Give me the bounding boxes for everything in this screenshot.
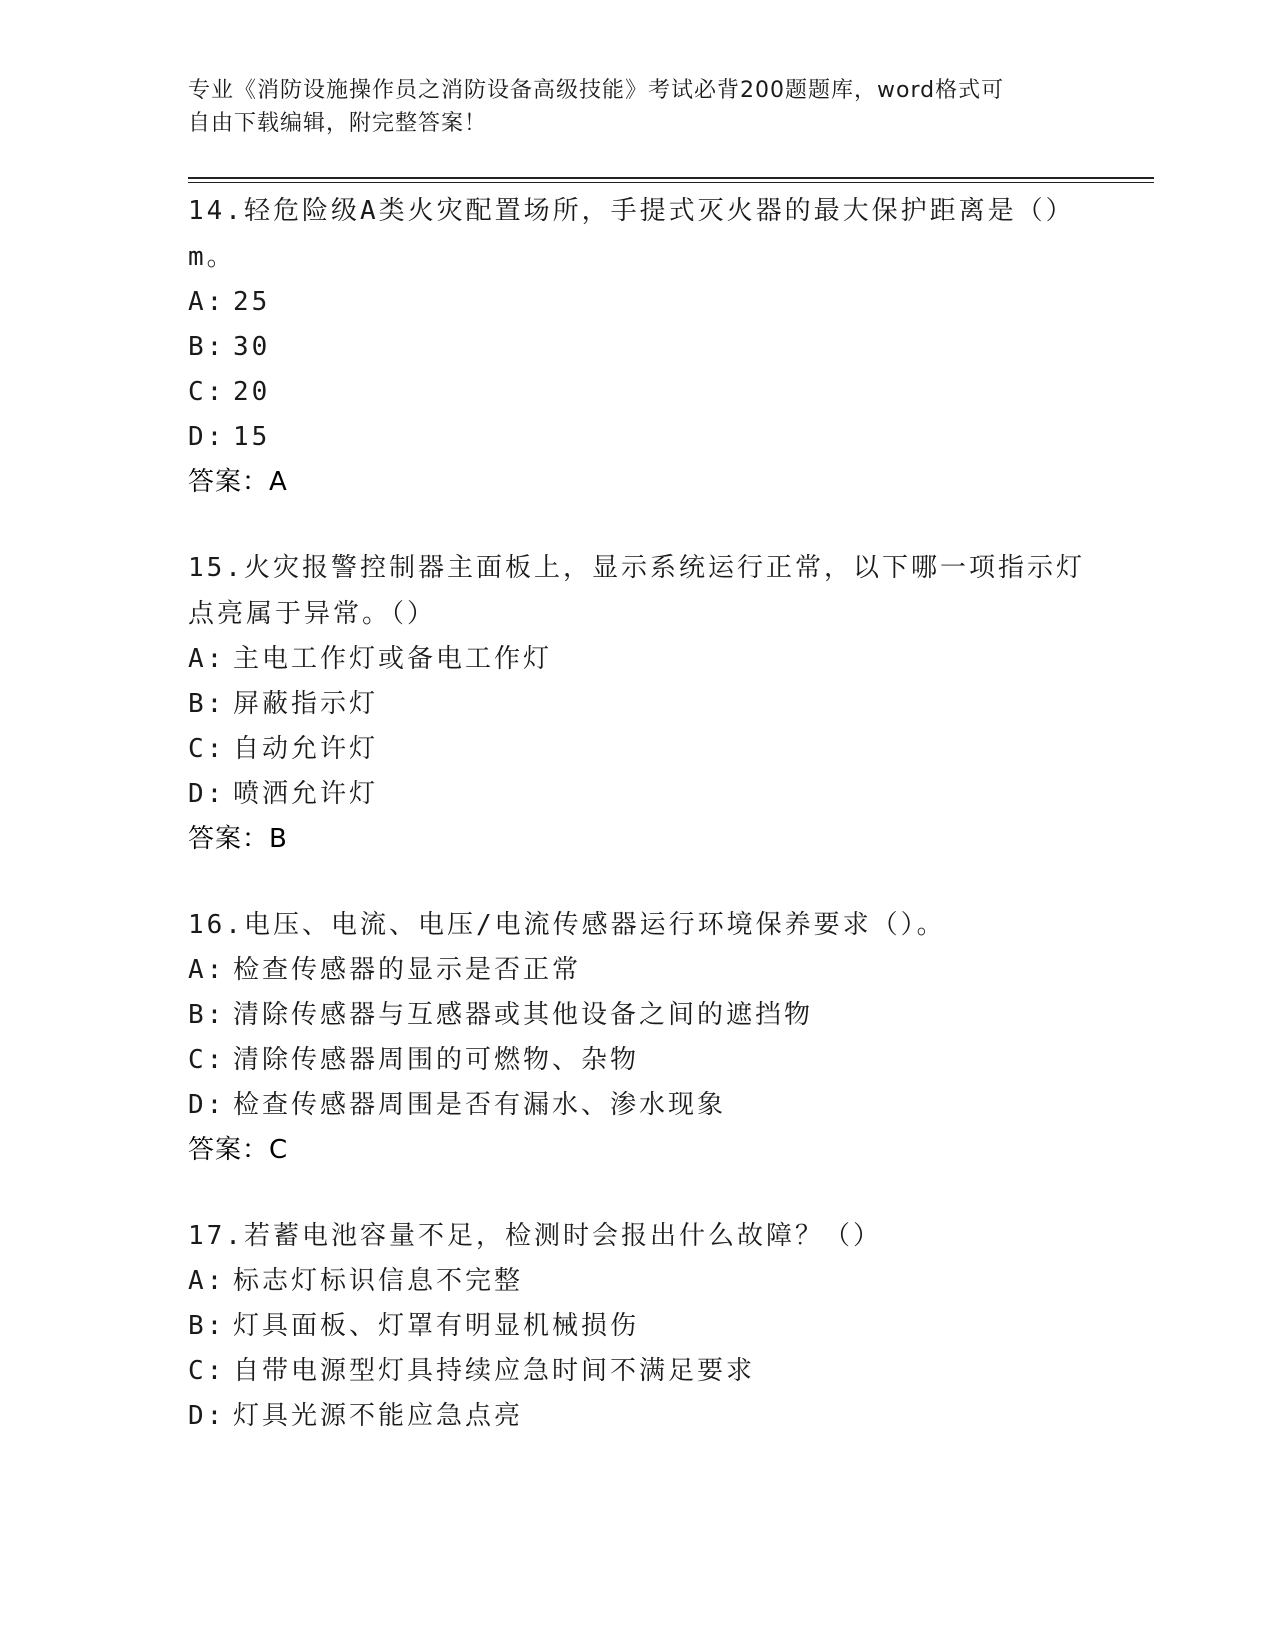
question-stem: 15.火灾报警控制器主面板上，显示系统运行正常，以下哪一项指示灯 [188, 553, 1085, 583]
option-c [188, 370, 1088, 415]
option-text: 清除传感器周围的可燃物、杂物 [233, 1045, 640, 1075]
option-letter: C: [188, 377, 226, 407]
question-stem: m。 [188, 242, 236, 272]
option-letter: A: [188, 955, 226, 985]
option-a [188, 280, 1088, 325]
option-a [188, 1259, 1088, 1304]
question-14 [188, 188, 1088, 505]
option-letter: D: [188, 1090, 226, 1120]
option-letter: D: [188, 1401, 226, 1431]
option-text: 清除传感器与互感器或其他设备之间的遮挡物 [233, 1000, 814, 1030]
option-letter: B: [188, 689, 226, 719]
option-d [188, 1394, 1088, 1439]
answer-label: 答案：A [188, 467, 288, 497]
question-stem: 16.电压、电流、电压/电流传感器运行环境保养要求（）。 [188, 910, 946, 940]
option-text: 主电工作灯或备电工作灯 [233, 644, 553, 674]
option-letter: B: [188, 1311, 226, 1341]
option-letter: C: [188, 1356, 226, 1386]
option-d [188, 415, 1088, 460]
option-text: 屏蔽指示灯 [233, 689, 379, 719]
option-letter: A: [188, 287, 226, 317]
header-line: 专业《消防设施操作员之消防设备高级技能》考试必背200题题库，word格式可 [188, 78, 1005, 103]
document-header [188, 74, 1088, 140]
option-letter: B: [188, 332, 226, 362]
question-15 [188, 545, 1088, 862]
option-d [188, 772, 1088, 817]
option-d [188, 1083, 1088, 1128]
option-text: 喷洒允许灯 [233, 779, 379, 809]
question-stem: 17.若蓄电池容量不足，检测时会报出什么故障？（） [188, 1221, 882, 1251]
option-text: 20 [233, 377, 271, 407]
option-letter: A: [188, 1266, 226, 1296]
option-c [188, 1038, 1088, 1083]
option-letter: B: [188, 1000, 226, 1030]
header-line: 自由下载编辑，附完整答案！ [188, 111, 488, 136]
option-a [188, 948, 1088, 993]
header-divider-thin [188, 182, 1154, 183]
option-b [188, 682, 1088, 727]
option-text: 检查传感器周围是否有漏水、渗水现象 [233, 1090, 727, 1120]
option-text: 灯具光源不能应急点亮 [233, 1401, 524, 1431]
option-text: 检查传感器的显示是否正常 [233, 955, 582, 985]
answer-label: 答案：B [188, 824, 288, 854]
option-text: 15 [233, 422, 271, 452]
option-text: 自带电源型灯具持续应急时间不满足要求 [233, 1356, 756, 1386]
question-17 [188, 1213, 1088, 1439]
option-text: 30 [233, 332, 271, 362]
option-a [188, 637, 1088, 682]
option-c [188, 727, 1088, 772]
option-letter: D: [188, 779, 226, 809]
option-text: 标志灯标识信息不完整 [233, 1266, 524, 1296]
option-text: 自动允许灯 [233, 734, 379, 764]
question-stem: 点亮属于异常。（） [188, 599, 437, 629]
header-divider-thick [188, 177, 1154, 179]
option-b [188, 993, 1088, 1038]
option-b [188, 1304, 1088, 1349]
question-16 [188, 902, 1088, 1173]
option-text: 25 [233, 287, 271, 317]
question-list [188, 188, 1088, 1479]
option-c [188, 1349, 1088, 1394]
option-letter: A: [188, 644, 226, 674]
option-b [188, 325, 1088, 370]
answer-label: 答案：C [188, 1135, 289, 1165]
question-stem: 14.轻危险级A类火灾配置场所，手提式灭火器的最大保护距离是（） [188, 196, 1075, 226]
option-letter: C: [188, 734, 226, 764]
option-text: 灯具面板、灯罩有明显机械损伤 [233, 1311, 640, 1341]
option-letter: D: [188, 422, 226, 452]
option-letter: C: [188, 1045, 226, 1075]
